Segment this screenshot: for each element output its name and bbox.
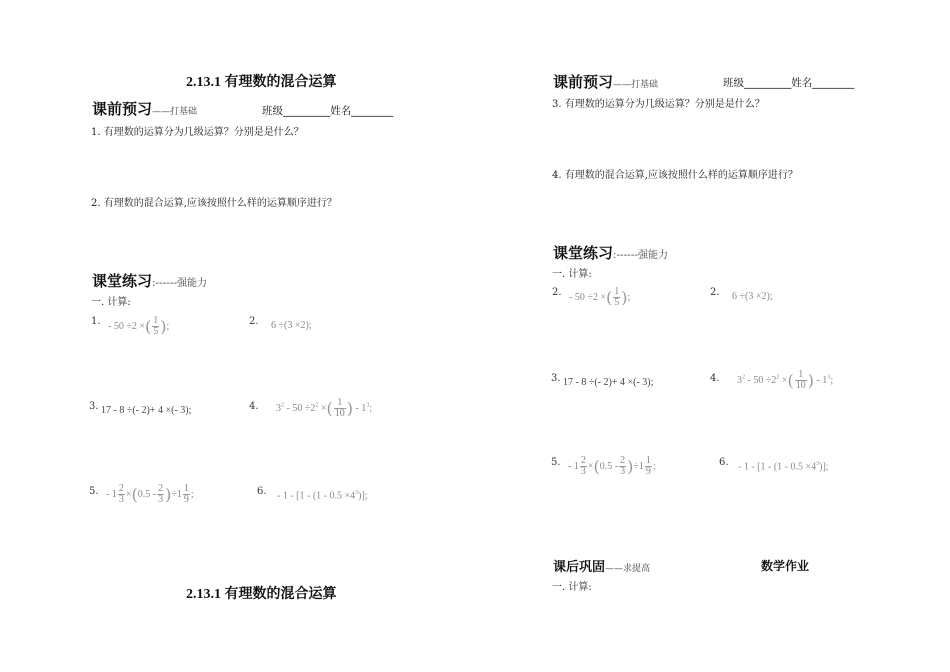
exercise-number: 5. (89, 486, 99, 497)
calc-label: 一. 计算: (91, 297, 131, 308)
after-calc-label: 一. 计算: (552, 582, 592, 593)
exercise-4-expression: $3^2 - 50 \div 2^2$ ×( $\frac{1}{10}$ ) - $1^3$; (276, 397, 373, 419)
bottom-title: 2.13.1 有理数的混合运算 (186, 587, 337, 602)
exercise-number: 4. (710, 373, 720, 384)
question-3: 3. 有理数的运算分为几级运算？分别是是什么？ (552, 99, 765, 110)
practice-heading-right (553, 242, 668, 263)
practice-subheading: :------强能力 (613, 250, 669, 261)
exercise-r5-expression: - 1 $\frac{2}{3}$ ×(0.5 - $\frac{2}{3}$ )÷1 $\frac{1}{9}$ ; (568, 455, 656, 477)
after-class-heading (553, 556, 650, 575)
preview-heading (92, 98, 197, 119)
homework-title: 数学作业 (761, 559, 810, 573)
exercise-2-expression: 6 ÷(3 ×2); (271, 320, 312, 331)
class-name-field: 班级_________姓名________ (262, 105, 394, 117)
exercise-number: 2. (552, 287, 562, 298)
exercise-r1-expression: - 50 ÷2 ×( $\frac{1}{5}$ ); (569, 286, 631, 308)
exercise-number: 6. (257, 486, 267, 497)
exercise-r6-expression: - $1 - [1 - (1 - 0.5 \times 4^3)]$; (738, 461, 829, 473)
exercise-3-expression: 17 - 8 ÷(- 2)+ 4 ×(- 3); (101, 405, 192, 416)
after-class-subheading: ——求提高 (605, 564, 651, 574)
exercise-number: 6. (719, 457, 729, 468)
practice-heading-text: 课堂练习 (553, 244, 614, 262)
exercise-number: 2. (710, 287, 720, 298)
question-1: 1. 有理数的运算分为几级运算？分别是是什么？ (91, 127, 304, 138)
exercise-1-expression: - 50 ÷2 ×( $\frac{1}{5}$ ); (108, 315, 170, 337)
practice-heading (92, 270, 207, 291)
exercise-number: 3. (89, 401, 99, 412)
exercise-number: 2. (249, 316, 259, 327)
question-4: 4. 有理数的混合运算,应该按照什么样的运算顺序进行？ (552, 170, 798, 181)
practice-heading-text: 课堂练习 (92, 272, 153, 290)
preview-heading-text: 课前预习 (553, 73, 614, 91)
exercise-5-expression: - 1 $\frac{2}{3}$ ×(0.5 - $\frac{2}{3}$ )÷1 $\frac{1}{9}$ ; (106, 483, 194, 505)
calc-label-right: 一. 计算: (552, 269, 592, 280)
preview-heading-right (553, 71, 658, 92)
exercise-r3-expression: 17 - 8 ÷(- 2)+ 4 ×(- 3); (563, 377, 654, 388)
preview-heading-text: 课前预习 (92, 100, 153, 118)
question-2: 2. 有理数的混合运算,应该按照什么样的运算顺序进行？ (91, 198, 337, 209)
exercise-r2-expression: 6 ÷(3 ×2); (732, 291, 773, 302)
exercise-number: 1. (91, 316, 101, 327)
class-name-field-right: 班级_________姓名________ (723, 77, 855, 89)
exercise-number: 4. (249, 401, 259, 412)
practice-subheading: :------强能力 (152, 278, 208, 289)
exercise-r4-expression: $3^2 - 50 \div 2^2$ ×( $\frac{1}{10}$ ) - $1^3$; (737, 369, 834, 391)
exercise-6-expression: - $1 - [1 - (1 - 0.5 \times 4^3)]$; (277, 490, 368, 502)
preview-subheading: ——打基础 (613, 80, 659, 90)
page-title: 2.13.1 有理数的混合运算 (186, 75, 337, 90)
exercise-number: 3. (551, 373, 561, 384)
preview-subheading: ——打基础 (152, 107, 198, 117)
exercise-number: 5. (551, 457, 561, 468)
after-class-heading-text: 课后巩固 (553, 560, 606, 575)
